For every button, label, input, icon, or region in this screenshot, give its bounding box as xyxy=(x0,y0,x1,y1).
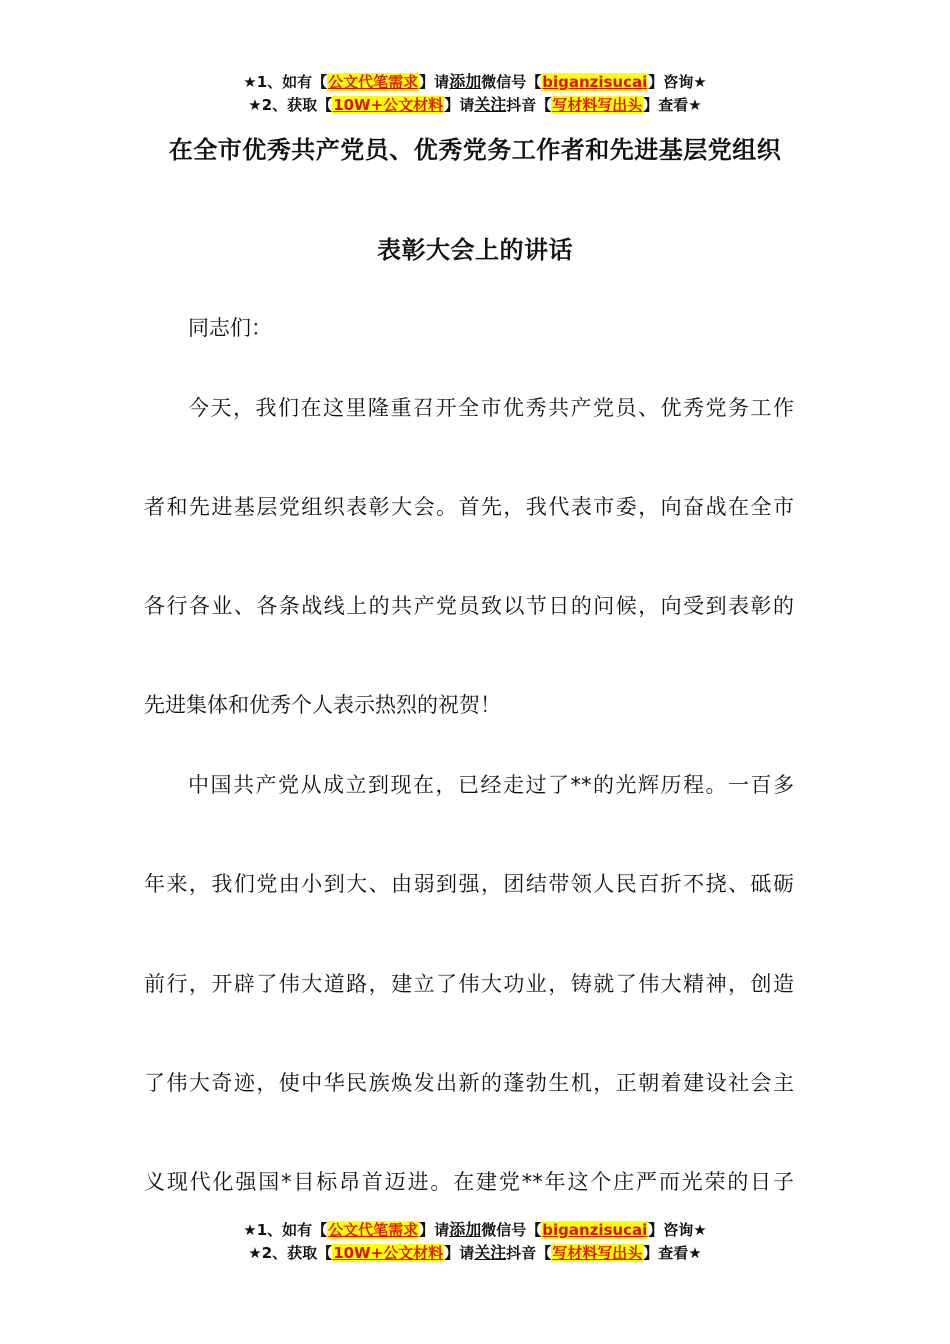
body-line: 中国共产党从成立到现在，已经走过了**的光辉历程。一百多 xyxy=(188,773,794,797)
promo-line-1 xyxy=(0,1218,950,1241)
document-title-line-2: 表彰大会上的讲话 xyxy=(377,236,573,264)
body-line: 义现代化强国*目标昂首迈进。在建党**年这个庄严而光荣的日子 xyxy=(144,1170,794,1194)
promo-banner-top xyxy=(0,70,950,116)
salutation: 同志们： xyxy=(188,316,272,340)
promo-line-1 xyxy=(0,70,950,93)
promo-text: ★2、获取【 xyxy=(248,1244,333,1262)
promo-highlight: 10W+公文材料 xyxy=(333,1244,444,1262)
promo-highlight: 写材料写出头 xyxy=(552,96,643,114)
promo-text: 】咨询★ xyxy=(648,1221,707,1239)
promo-highlight: 写材料写出头 xyxy=(552,1244,643,1262)
promo-text: 】查看★ xyxy=(643,1244,702,1262)
document-title-line-1: 在全市优秀共产党员、优秀党务工作者和先进基层党组织 xyxy=(168,136,782,164)
promo-highlight: 10W+公文材料 xyxy=(333,96,444,114)
promo-text: 抖音【 xyxy=(506,1244,552,1262)
promo-text: 抖音【 xyxy=(506,96,552,114)
promo-text: 微信号【 xyxy=(481,1221,542,1239)
promo-emphasis: 添加 xyxy=(449,1220,482,1239)
promo-emphasis: 关注 xyxy=(474,1243,507,1262)
body-line: 先进集体和优秀个人表示热烈的祝贺！ xyxy=(144,693,501,717)
promo-text: 微信号【 xyxy=(481,73,542,91)
promo-highlight: biganzisucai xyxy=(542,1221,648,1239)
body-line: 年来，我们党由小到大、由弱到强，团结带领人民百折不挠、砥砺 xyxy=(144,872,794,896)
promo-emphasis: 添加 xyxy=(449,72,482,91)
promo-text: 】请 xyxy=(444,96,475,114)
promo-text: 】咨询★ xyxy=(648,73,707,91)
body-line: 今天，我们在这里隆重召开全市优秀共产党员、优秀党务工作 xyxy=(188,396,794,420)
body-line: 前行，开辟了伟大道路，建立了伟大功业，铸就了伟大精神，创造 xyxy=(144,972,794,996)
promo-text: 】请 xyxy=(419,1221,450,1239)
body-line: 者和先进基层党组织表彰大会。首先，我代表市委，向奋战在全市 xyxy=(144,495,794,519)
promo-text: ★2、获取【 xyxy=(248,96,333,114)
promo-highlight: 公文代笔需求 xyxy=(328,73,419,91)
promo-text: 】请 xyxy=(419,73,450,91)
promo-text: ★1、如有【 xyxy=(243,73,328,91)
promo-text: 】查看★ xyxy=(643,96,702,114)
promo-highlight: biganzisucai xyxy=(542,73,648,91)
promo-line-2 xyxy=(0,1241,950,1264)
promo-emphasis: 关注 xyxy=(474,95,507,114)
promo-highlight: 公文代笔需求 xyxy=(328,1221,419,1239)
promo-line-2 xyxy=(0,93,950,116)
promo-text: 】请 xyxy=(444,1244,475,1262)
body-line: 各行各业、各条战线上的共产党员致以节日的问候，向受到表彰的 xyxy=(144,594,794,618)
body-line: 了伟大奇迹，使中华民族焕发出新的蓬勃生机，正朝着建设社会主 xyxy=(144,1071,794,1095)
promo-banner-bottom xyxy=(0,1218,950,1264)
promo-text: ★1、如有【 xyxy=(243,1221,328,1239)
